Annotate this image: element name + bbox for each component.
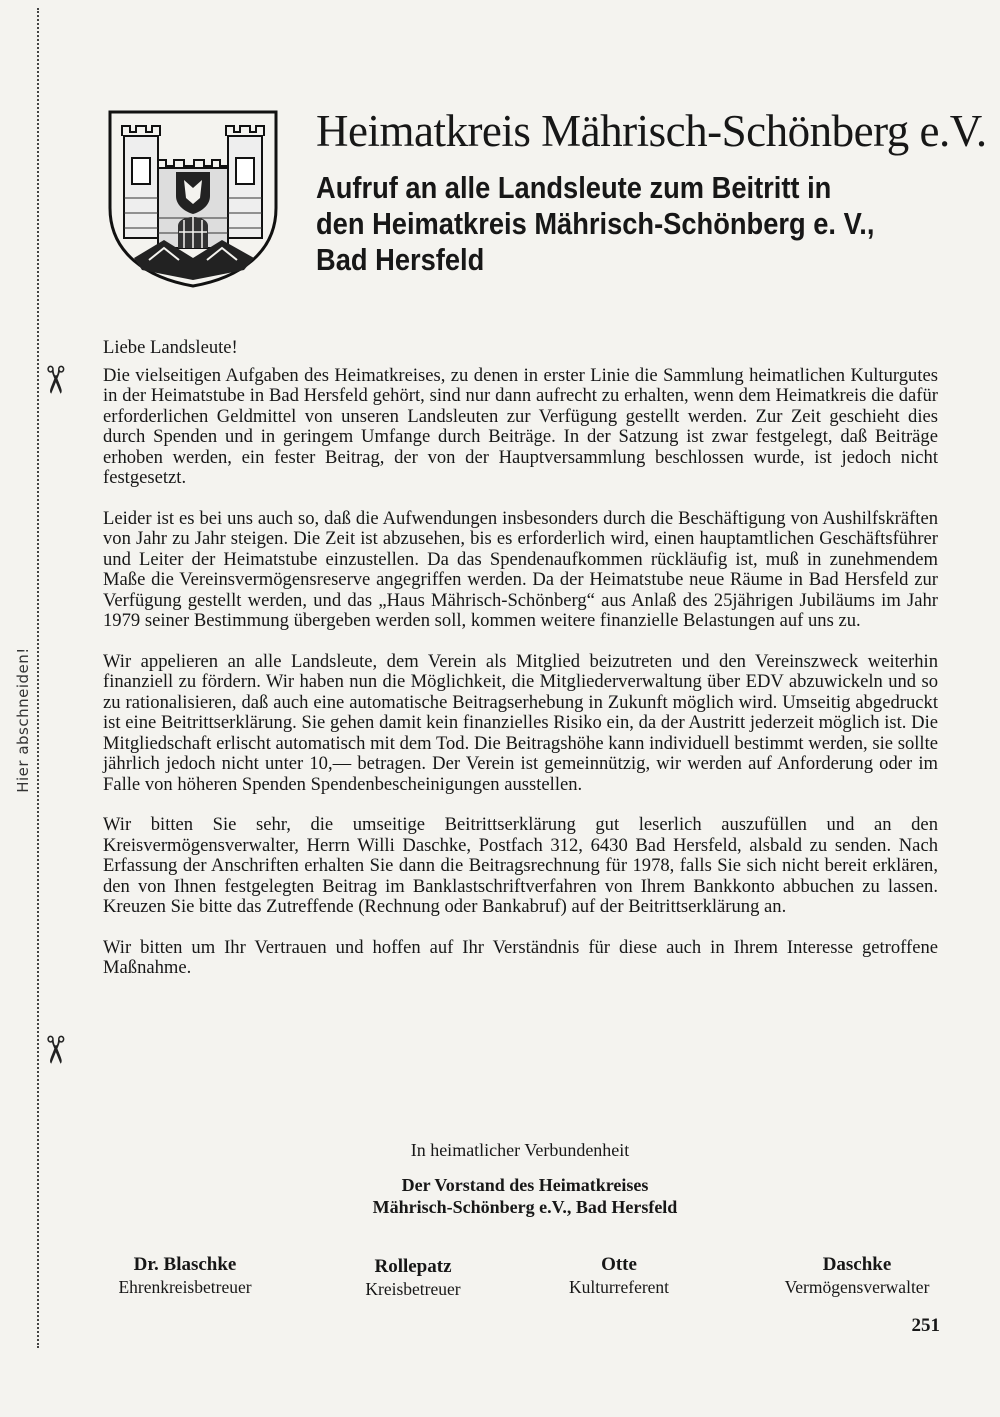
scissors-icon: ✂: [33, 364, 77, 396]
paragraph: Die vielseitigen Aufgaben des Heimatkreises, zu denen in erster Linie die Sammlung heimatlichen Kulturgutes in der Heimatstube in Bad Hersfeld gehört, sind nur dann aufrecht zu erhalten, wenn dem Heimatkreis die dafür erforderlichen Geldmittel von unseren Landsleuten zur Verfügung gestellt werden. Zur Zeit geschieht dies durch Spenden und in geringem Umfange durch Beiträge. In der Satzung ist zwar festgelegt, daß Beiträge erhoben werden, ein fester Beitrag, der von der Hauptversammlung beschlossen wurde, ist jedoch nicht festgesetzt.: [103, 364, 938, 488]
paragraph: Wir appelieren an alle Landsleute, dem Verein als Mitglied beizutreten und den Vereinszweck weiterhin finanziell zu fördern. Wir haben nun die Möglichkeit, die Mitgliederverwaltung über EDV abzuwickeln und so zu rationalisieren, daß auch eine automatische Beitragserhebung in Zukunft möglich wird. Umseitig abgedruckt ist eine Beitrittserklärung. Sie gehen damit kein finanzielles Risiko ein, da der Austritt jederzeit möglich ist. Die Mitgliedschaft erlischt automatisch mit dem Tod. Die Beitragshöhe kann individuell bestimmt werden, sie sollte jährlich jedoch nicht unter 10,— betragen. Der Verein ist gemeinnützig, wir werden auf Anforderung oder im Falle von höheren Spenden Spendenbescheinigungen ausstellen.: [103, 650, 938, 795]
signatory: [762, 1254, 952, 1298]
board-line: Mährisch-Schönberg e.V., Bad Hersfeld: [372, 1197, 678, 1217]
appeal-headline: [316, 170, 932, 278]
signatory-name: Otte: [601, 1254, 637, 1275]
signatory: [524, 1254, 714, 1298]
page-number: 251: [911, 1315, 940, 1336]
signatory-name: Dr. Blaschke: [133, 1254, 237, 1275]
scissors-icon: ✂: [33, 1034, 77, 1066]
letter-header: [316, 104, 987, 278]
headline-line: den Heimatkreis Mährisch-Schönberg e. V.,: [316, 206, 875, 241]
board-signature: [300, 1174, 750, 1218]
signatory: [90, 1254, 280, 1298]
signatory-role: Vermögensverwalter: [784, 1277, 930, 1297]
signatory-name: Daschke: [822, 1254, 892, 1275]
board-line: Der Vorstand des Heimatkreises: [401, 1175, 649, 1195]
signatory: [318, 1256, 508, 1300]
organization-title: Heimatkreis Mährisch-Schönberg e.V.: [316, 106, 987, 156]
signatory-name: Rollepatz: [374, 1256, 452, 1277]
paragraph: Leider ist es bei uns auch so, daß die Aufwendungen insbesonders durch die Beschäftigung von Aushilfskräften von Jahr zu Jahr steigen. Die Zeit ist abzusehen, bis es erforderlich wird, einen hauptamtlichen Geschäftsführer und Leiter der Heimatstube einzustellen. Da das Spendenaufkommen rückläufig ist, muß in zunehmendem Maße die Vereinsvermögensreserve angegriffen werden. Da der Heimatstube neue Räume in Bad Hersfeld zur Verfügung gestellt werden, und das „Haus Mährisch-Schönberg“ aus Anlaß des 25jährigen Jubiläums im Jahr 1979 seiner Bestimmung übergeben werden soll, kommen weitere finanzielle Belastungen auf uns zu.: [103, 507, 938, 631]
paragraph: Wir bitten Sie sehr, die umseitige Beitrittserklärung gut leserlich auszufüllen und an den Kreisvermögensverwalter, Herrn Willi Daschke, Postfach 312, 6430 Bad Hersfeld, alsbald zu senden. Nach Erfassung der Anschriften erhalten Sie dann die Beitragsrechnung für 1978, falls Sie sich nicht bereit erklären, den von Ihnen festgelegten Beitrag im Banklastschriftverfahren von Ihrem Bankkonto abbuchen zu lassen. Kreuzen Sie bitte das Zutreffende (Rechnung oder Bankabruf) auf der Beitrittserklärung an.: [103, 814, 938, 917]
letter-body: [103, 338, 938, 999]
signatory-role: Kreisbetreuer: [365, 1279, 461, 1299]
cut-line: [37, 8, 39, 1348]
headline-line: Bad Hersfeld: [316, 242, 485, 277]
cut-here-label: Hier abschneiden!: [14, 647, 32, 793]
signatory-role: Ehrenkreisbetreuer: [118, 1277, 252, 1297]
coat-of-arms-crest: [104, 108, 282, 288]
headline-line: Aufruf an alle Landsleute zum Beitritt in: [316, 170, 832, 205]
paragraph: Wir bitten um Ihr Vertrauen und hoffen auf Ihr Verständnis für diese auch in Ihrem Interesse getroffene Maßnahme.: [103, 936, 938, 978]
closing-phrase: In heimatlicher Verbundenheit: [410, 1140, 630, 1160]
signatory-role: Kulturreferent: [568, 1277, 670, 1297]
salutation: Liebe Landsleute!: [103, 337, 238, 358]
